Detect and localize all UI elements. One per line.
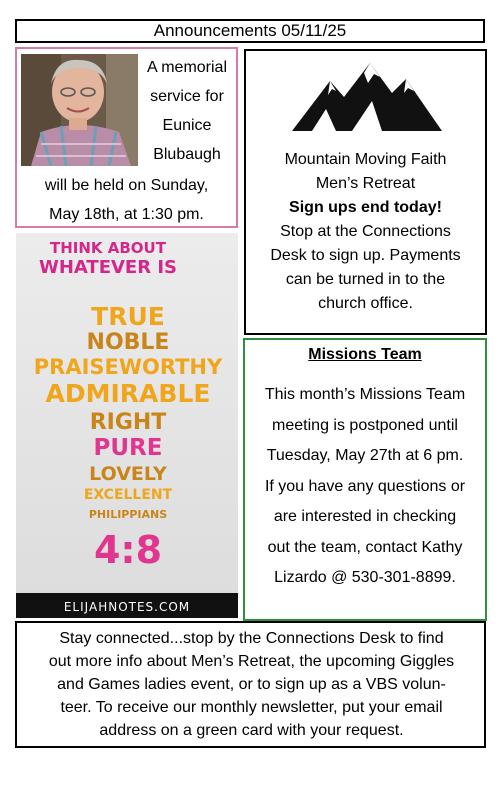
mens-retreat-announcement [244, 49, 487, 335]
memorial-line: Eunice [162, 117, 212, 134]
footer-line: and Games ladies event, or to sign up as a VBS volun- [57, 676, 446, 693]
missions-line: out the team, contact Kathy [267, 538, 463, 556]
footer-line: address on a green card with your request. [99, 722, 404, 739]
memorial-line: will be held on Sunday, [44, 177, 209, 194]
footer-line: teer. To receive our monthly newsletter, put your email [60, 699, 443, 716]
poster-word: EXCELLENT [83, 487, 173, 503]
retreat-title-line: Men’s Retreat [315, 175, 416, 192]
missions-team-announcement [243, 338, 487, 621]
memorial-line: Blubaugh [153, 146, 221, 163]
missions-line: meeting is postponed until [272, 416, 458, 434]
memorial-bottom-text [17, 171, 236, 229]
announcements-title-box [15, 19, 485, 43]
philippians-poster [16, 233, 238, 618]
poster-line: WHATEVER IS [38, 257, 178, 278]
footer-line: Stay connected...stop by the Connections Desk to find [59, 630, 444, 647]
memorial-line: service for [150, 88, 224, 105]
missions-title: Missions Team [308, 346, 422, 363]
missions-line: are interested in checking [273, 508, 457, 525]
retreat-deadline: Sign ups end today! [289, 199, 442, 216]
retreat-body-line: church office. [318, 295, 413, 312]
missions-line: Lizardo @ 530-301-8899. [274, 569, 456, 586]
footer-text [27, 627, 476, 742]
missions-line: This month’s Missions Team [264, 386, 466, 403]
memorial-line: A memorial [146, 59, 228, 76]
poster-word: TRUE [91, 302, 165, 331]
poster-word: ADMIRABLE [45, 379, 211, 408]
retreat-title-line: Mountain Moving Faith [284, 151, 447, 168]
poster-word: PURE [93, 435, 163, 461]
poster-line: THINK ABOUT [50, 239, 166, 257]
memorial-photo [21, 54, 138, 166]
poster-website: ELIJAHNOTES.COM [63, 600, 191, 614]
retreat-body-line: can be turned in to the [285, 271, 446, 288]
poster-word: PHILIPPIANS [88, 508, 168, 521]
retreat-text [250, 148, 481, 316]
stay-connected-announcement [15, 621, 486, 748]
missions-line: Tuesday, May 27th at 6 pm. [266, 447, 464, 464]
footer-line: out more info about Men’s Retreat, the upcoming Giggles [48, 653, 455, 670]
retreat-body-line: Desk to sign up. Payments [270, 247, 461, 264]
mountain-icon [292, 61, 442, 131]
memorial-line: May 18th, at 1:30 pm. [49, 206, 204, 223]
poster-word: 4:8 [93, 528, 163, 572]
retreat-body-line: Stop at the Connections [280, 223, 451, 240]
page-title: Announcements 05/11/25 [153, 21, 347, 40]
memorial-announcement [15, 47, 238, 228]
poster-word: PRAISEWORTHY [33, 355, 223, 379]
poster-word: RIGHT [89, 410, 167, 435]
missions-body [251, 380, 479, 594]
missions-line: If you have any questions or [264, 477, 466, 495]
poster-word: LOVELY [89, 463, 167, 485]
poster-word: NOBLE [86, 330, 170, 355]
memorial-side-text [138, 53, 236, 169]
